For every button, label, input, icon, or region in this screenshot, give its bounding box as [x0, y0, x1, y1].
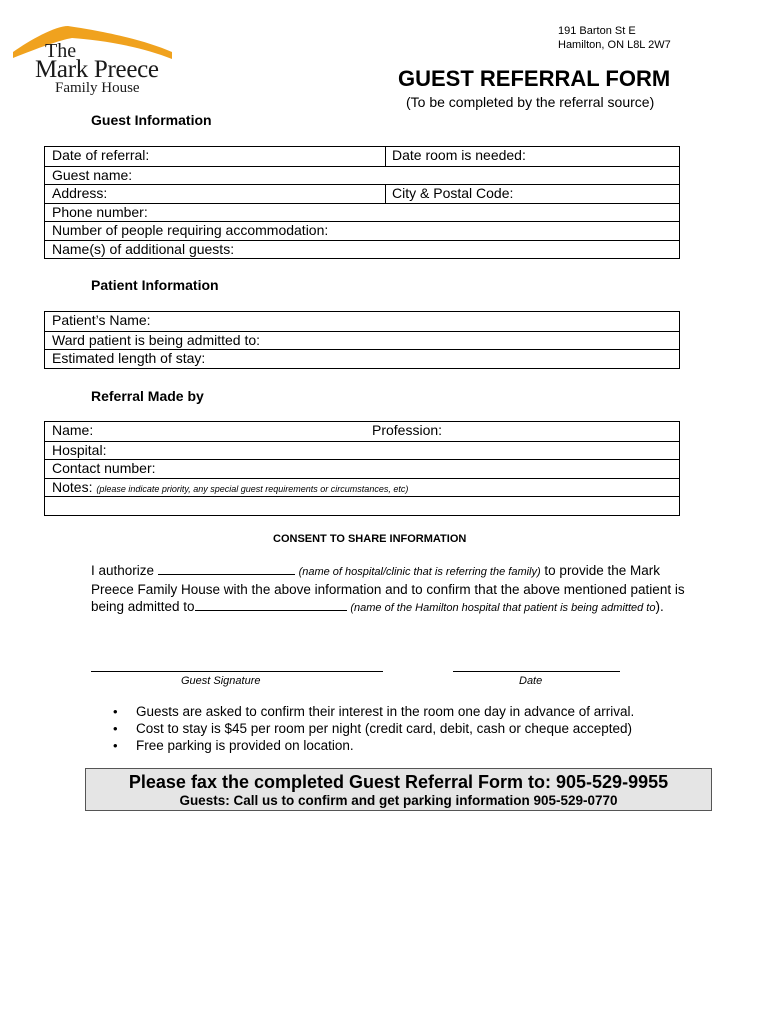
additional-guests-field[interactable]: Name(s) of additional guests: — [52, 240, 235, 257]
table-row[interactable] — [45, 221, 679, 240]
notes-blank-row[interactable] — [45, 496, 679, 515]
guest-info-table — [44, 146, 680, 259]
referring-hospital-blank[interactable] — [158, 562, 295, 575]
notes-field[interactable] — [45, 479, 408, 498]
list-item — [111, 703, 634, 720]
consent-paragraph — [91, 562, 691, 617]
table-row[interactable] — [45, 331, 679, 350]
table-row[interactable] — [45, 459, 679, 478]
contact-number-field[interactable]: Contact number: — [52, 460, 156, 476]
address-street: 191 Barton St E — [558, 25, 636, 37]
logo — [0, 0, 190, 105]
date-of-referral-field[interactable]: Date of referral: — [52, 147, 150, 163]
ward-field[interactable]: Ward patient is being admitted to: — [52, 331, 261, 348]
bullet-icon: • — [113, 704, 118, 719]
table-row[interactable] — [45, 184, 679, 203]
referrer-name-field[interactable]: Name: — [52, 422, 94, 438]
info-bullet-list — [111, 703, 634, 754]
bullet-icon: • — [113, 738, 118, 753]
guest-info-heading: Guest Information — [91, 112, 212, 128]
patient-info-table — [44, 311, 680, 369]
address-city: Hamilton, ON L8L 2W7 — [558, 39, 671, 51]
consent-text-2: to provide the Mark Preece Family House with the above information and to confirm that the above mentioned patient is being admitted to — [91, 563, 685, 614]
guest-call-instruction: Guests: Call us to confirm and get parking information 905-529-0770 — [179, 793, 618, 808]
table-row[interactable] — [45, 478, 679, 497]
bullet-text: Guests are asked to confirm their interest in the room one day in advance of arrival. — [136, 704, 635, 719]
notes-hint: (please indicate priority, any special guest requirements or circumstances, etc) — [96, 483, 409, 494]
bullet-text: Free parking is provided on location. — [136, 738, 354, 753]
consent-text-3: ). — [655, 599, 664, 614]
date-room-needed-field[interactable]: Date room is needed: — [385, 147, 526, 166]
table-row[interactable] — [45, 441, 679, 460]
phone-field[interactable]: Phone number: — [52, 203, 148, 220]
date-label: Date — [519, 675, 543, 687]
table-row[interactable] — [45, 166, 679, 185]
date-signature-line[interactable] — [453, 671, 620, 672]
consent-hint-2: (name of the Hamilton hospital that patient is being admitted to — [350, 602, 656, 614]
notes-label: Notes: — [52, 478, 93, 495]
guest-signature-label: Guest Signature — [181, 675, 261, 687]
logo-family-house: Family House — [55, 80, 140, 96]
num-people-field[interactable]: Number of people requiring accommodation: — [52, 222, 329, 238]
table-row[interactable] — [45, 312, 679, 331]
table-row[interactable] — [45, 422, 679, 441]
page-title: GUEST REFERRAL FORM — [398, 66, 671, 91]
profession-field[interactable]: Profession: — [372, 422, 443, 438]
fax-callout-box — [85, 768, 712, 811]
guest-signature-line[interactable] — [91, 671, 383, 672]
list-item — [111, 737, 634, 754]
logo-the: The — [45, 40, 77, 62]
table-row[interactable] — [45, 349, 679, 368]
address-field[interactable]: Address: — [52, 185, 108, 201]
referral-heading: Referral Made by — [91, 388, 204, 404]
patient-info-heading: Patient Information — [91, 277, 219, 293]
hospital-field[interactable]: Hospital: — [52, 441, 107, 458]
consent-hint-1: (name of hospital/clinic that is referring the family) — [298, 566, 541, 578]
logo-mark-preece: Mark Preece — [35, 56, 159, 83]
table-row[interactable] — [45, 240, 679, 259]
guest-name-field[interactable]: Guest name: — [52, 166, 133, 183]
consent-heading: CONSENT TO SHARE INFORMATION — [273, 533, 467, 545]
page-subtitle: (To be completed by the referral source) — [406, 94, 655, 110]
consent-text-1: I authorize — [91, 563, 158, 578]
patient-name-field[interactable]: Patient’s Name: — [52, 312, 151, 328]
admitting-hospital-blank[interactable] — [195, 598, 347, 611]
fax-instruction: Please fax the completed Guest Referral Form to: 905-529-9955 — [128, 772, 669, 792]
bullet-icon: • — [113, 721, 118, 736]
bullet-text: Cost to stay is $45 per room per night (credit card, debit, cash or cheque accepted) — [136, 721, 633, 736]
table-row[interactable] — [45, 203, 679, 222]
length-of-stay-field[interactable]: Estimated length of stay: — [52, 350, 206, 366]
table-row[interactable] — [45, 147, 679, 166]
city-postal-field[interactable]: City & Postal Code: — [385, 185, 513, 203]
list-item — [111, 720, 634, 737]
referral-table — [44, 421, 680, 516]
